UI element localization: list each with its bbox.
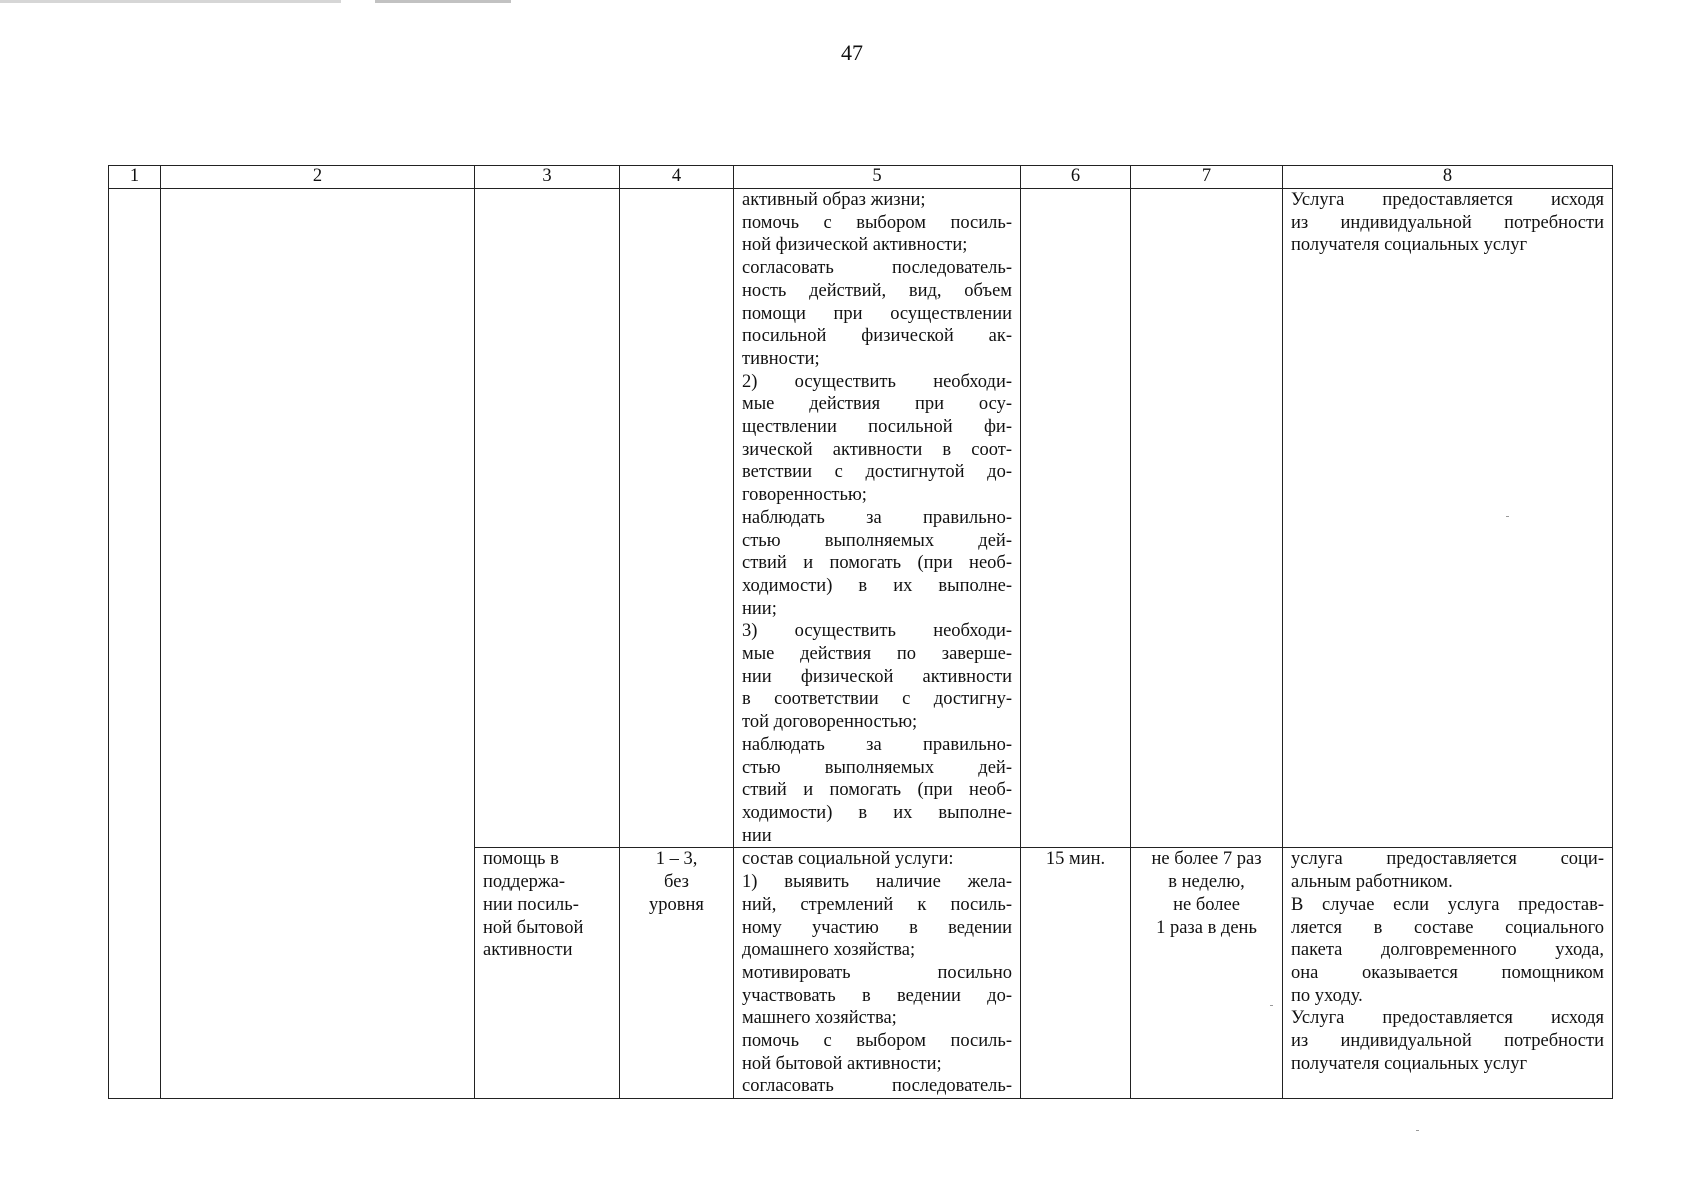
text-line: из индивидуальной потребности <box>1291 212 1604 233</box>
scan-speck <box>1506 516 1509 517</box>
row2-level <box>620 848 734 1099</box>
text-line: 1 – 3, <box>655 849 698 870</box>
cell-col-2 <box>161 189 475 1099</box>
text-line: В случае если услуга предостав- <box>1291 894 1604 915</box>
text-line: стью выполняемых дей- <box>742 530 1012 551</box>
text-line: согласовать последователь- <box>742 1076 1012 1097</box>
row1-cell-col-3 <box>475 189 620 848</box>
header-row <box>109 166 1613 189</box>
header-col-8: 8 <box>1283 166 1613 189</box>
text-line: активности <box>483 940 573 961</box>
text-line: помощь в <box>483 849 559 870</box>
text-line: ствий и помогать (при необ- <box>742 553 1012 574</box>
row1-cell-col-7 <box>1131 189 1283 848</box>
text-line: мотивировать посильно <box>742 962 1012 983</box>
row2-service-name <box>475 848 620 1099</box>
row2-service-description <box>734 848 1021 1099</box>
page-number: 47 <box>841 40 863 65</box>
text-line: наблюдать за правильно- <box>742 734 1012 755</box>
text-line: машнего хозяйства; <box>742 1008 897 1029</box>
header-col-5: 5 <box>734 166 1021 189</box>
text-line: не более 7 раз <box>1151 849 1262 870</box>
text-line: ной бытовой активности; <box>742 1053 942 1074</box>
text-line: пакета долговременного ухода, <box>1291 940 1604 961</box>
text-line: нии; <box>742 598 777 619</box>
scan-speck <box>1416 1130 1419 1131</box>
row1-service-note <box>1283 189 1613 848</box>
services-table <box>108 165 1613 1099</box>
text-line: 1) выявить наличие жела- <box>742 872 1012 893</box>
header-col-1: 1 <box>109 166 161 189</box>
text-line: той договоренностью; <box>742 712 918 733</box>
header-col-4: 4 <box>620 166 734 189</box>
row1-cell-col-4 <box>620 189 734 848</box>
text-line: тивности; <box>742 348 820 369</box>
text-line: получателя социальных услуг <box>1291 1053 1528 1074</box>
header-col-3: 3 <box>475 166 620 189</box>
text-line: нии посиль- <box>483 894 579 915</box>
text-line: стью выполняемых дей- <box>742 757 1012 778</box>
text-line: по уходу. <box>1291 985 1363 1006</box>
text-line: ний, стремлений к посиль- <box>742 894 1012 915</box>
text-line: ществлении посильной фи- <box>742 417 1012 438</box>
row1-cell-col-6 <box>1021 189 1131 848</box>
header-col-6: 6 <box>1021 166 1131 189</box>
text-line: помочь с выбором посиль- <box>742 1031 1012 1052</box>
text-line: посильной физической ак- <box>742 326 1012 347</box>
text-line: 3) осуществить необходи- <box>742 621 1012 642</box>
text-line: мые действия при осу- <box>742 394 1012 415</box>
text-line: альным работником. <box>1291 872 1453 893</box>
text-line: зической активности в соот- <box>742 439 1012 460</box>
text-line: помочь с выбором посиль- <box>742 212 1012 233</box>
text-line: согласовать последователь- <box>742 258 1012 279</box>
text-line: получателя социальных услуг <box>1291 235 1528 256</box>
text-line: нии <box>742 825 772 846</box>
table-row <box>109 189 1613 848</box>
text-line: ному участию в ведении <box>742 917 1012 938</box>
text-line: мые действия по заверше- <box>742 644 1012 665</box>
text-line: ность действий, вид, объем <box>742 280 1012 301</box>
text-line: участвовать в ведении до- <box>742 985 1012 1006</box>
text-line: Услуга предоставляется исходя <box>1291 1008 1604 1029</box>
text-line: в соответствии с достигну- <box>742 689 1012 710</box>
text-line: активный образ жизни; <box>742 190 926 210</box>
text-line: Услуга предоставляется исходя <box>1291 190 1604 210</box>
text-line: не более <box>1173 894 1240 915</box>
header-col-7: 7 <box>1131 166 1283 189</box>
text-line: ходимости) в их выполне- <box>742 802 1012 823</box>
text-line: 2) осуществить необходи- <box>742 371 1012 392</box>
text-line: 1 раза в день <box>1156 917 1257 938</box>
text-line: говоренностью; <box>742 485 867 506</box>
text-line: домашнего хозяйства; <box>742 940 916 961</box>
text-line: она оказывается помощником <box>1291 962 1604 983</box>
text-line: поддержа- <box>483 872 566 893</box>
text-line: ходимости) в их выполне- <box>742 575 1012 596</box>
text-line: состав социальной услуги: <box>742 849 954 870</box>
row2-frequency <box>1131 848 1283 1099</box>
text-line: нии физической активности <box>742 666 1012 687</box>
header-col-2: 2 <box>161 166 475 189</box>
text-line: в неделю, <box>1168 872 1245 893</box>
text-line: без <box>664 872 689 893</box>
text-line: ной бытовой <box>483 917 584 938</box>
text-line: ляется в составе социального <box>1291 917 1604 938</box>
text-line: ной физической активности; <box>742 235 968 256</box>
row2-duration: 15 мин. <box>1021 848 1131 1099</box>
text-line: наблюдать за правильно- <box>742 507 1012 528</box>
text-line: уровня <box>649 894 704 915</box>
scan-speck <box>1270 1005 1273 1006</box>
text-line: из индивидуальной потребности <box>1291 1031 1604 1052</box>
text-line: услуга предоставляется соци- <box>1291 849 1604 870</box>
scan-edge <box>0 0 1704 3</box>
text-line: помощи при осуществлении <box>742 303 1012 324</box>
row1-service-description <box>734 189 1021 848</box>
text-line: ствий и помогать (при необ- <box>742 780 1012 801</box>
row2-service-note <box>1283 848 1613 1099</box>
cell-col-1 <box>109 189 161 1099</box>
text-line: ветствии с достигнутой до- <box>742 462 1012 483</box>
